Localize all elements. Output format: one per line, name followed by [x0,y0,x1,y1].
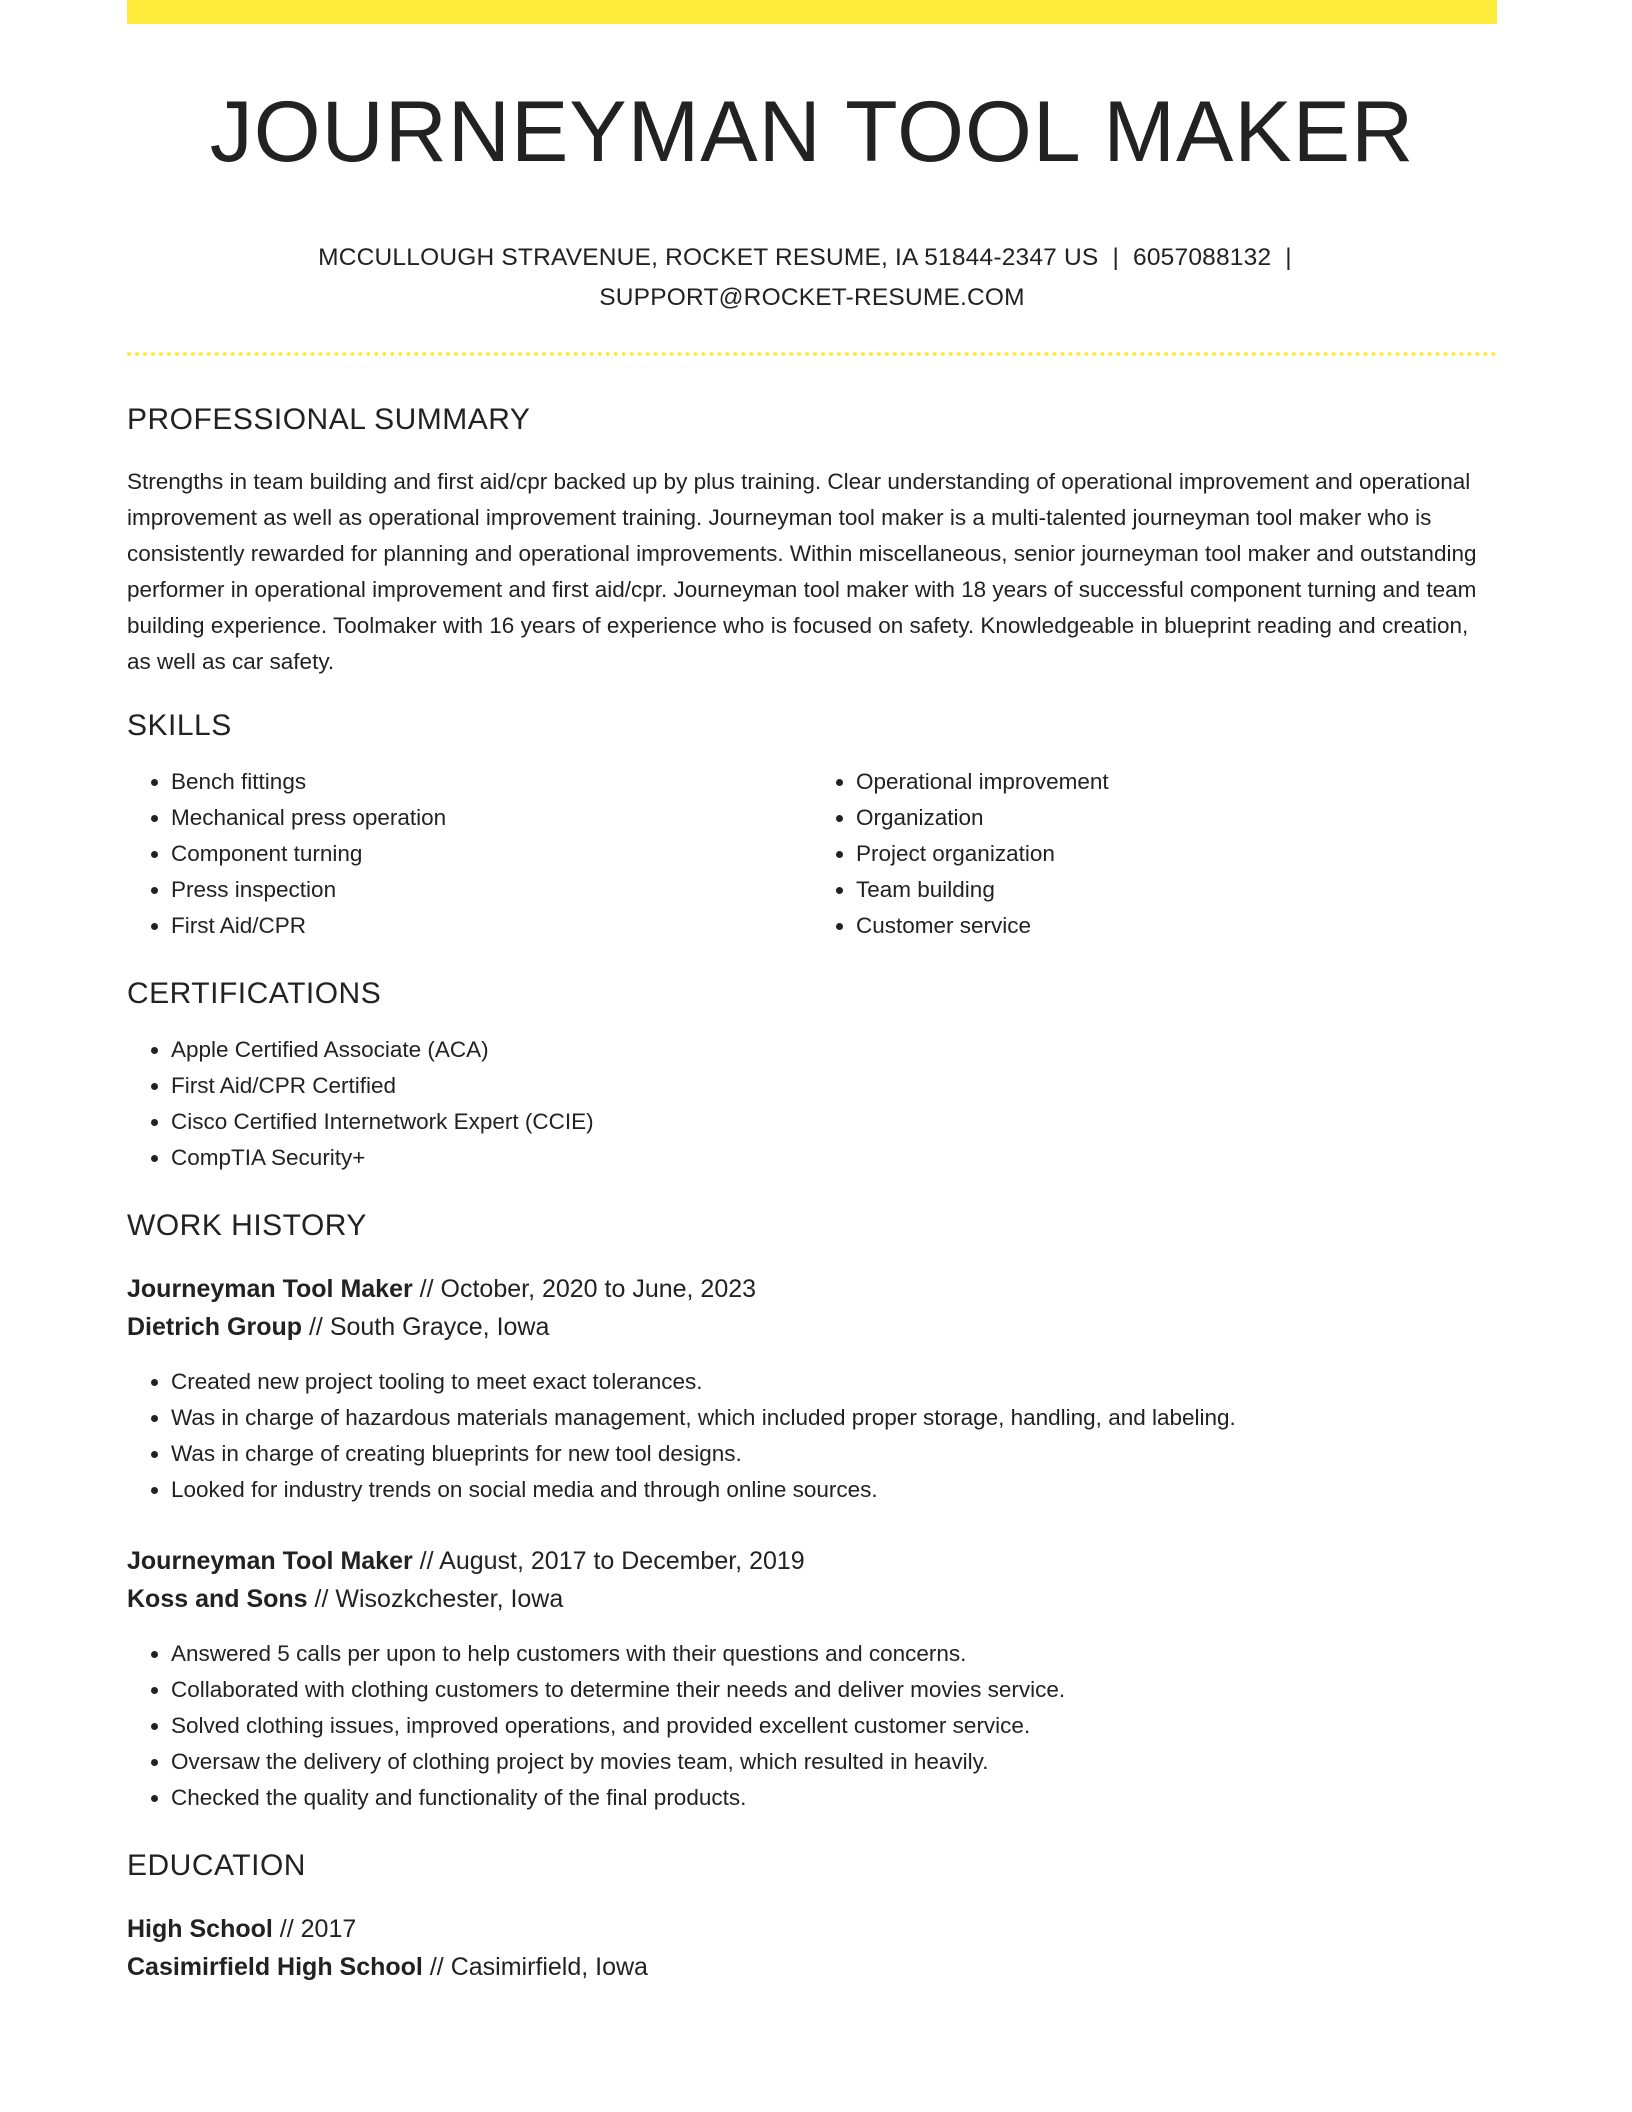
job-entry [127,1542,1497,1816]
job-bullet: • Created new project tooling to meet exact tolerances. [171,1364,1497,1400]
job-bullet: • Looked for industry trends on social media and through online sources. [171,1472,1497,1508]
certification-item: • First Aid/CPR Certified [171,1068,1497,1104]
certifications-list [127,1032,1497,1176]
delimiter: // [419,1547,434,1575]
job-bullet: • Checked the quality and functionality of the final products. [171,1780,1497,1816]
contact-info [127,238,1497,318]
summary-text: Strengths in team building and first aid/cpr backed up by plus training. Clear understanding of operational improvement and operational improvement as well as operational improvement training. Journeyman tool maker is a multi-talented journeyman tool maker who is consistently rewarded for planning and operational improvements. Within miscellaneous, senior journeyman tool maker and outstanding performer in operational improvement and first aid/cpr. Journeyman tool maker with 18 years of successful component turning and team building experience. Toolmaker with 16 years of experience who is focused on safety. Knowledgeable in blueprint reading and creation, as well as car safety. [127,469,1477,674]
skill-item: • First Aid/CPR [171,908,812,944]
education-degree: High School [127,1915,273,1943]
job-entry [127,1270,1497,1508]
delimiter: // [419,1275,434,1303]
job-company: Dietrich Group [127,1313,303,1341]
skills-left-list [127,764,812,944]
job-company-line [127,1580,1497,1618]
education-location: Casimirfield, Iowa [450,1953,648,1981]
contact-phone: 6057088132 [1133,244,1272,271]
job-bullet: • Collaborated with clothing customers to determine their needs and deliver movies service. [171,1672,1497,1708]
skill-item: • Operational improvement [856,764,1497,800]
delimiter: // [279,1915,294,1943]
job-bullet: • Was in charge of creating blueprints for new tool designs. [171,1436,1497,1472]
education-year: 2017 [300,1915,357,1943]
job-bullet: • Was in charge of hazardous materials management, which included proper storage, handling, and labeling. [171,1400,1497,1436]
skill-item: • Bench fittings [171,764,812,800]
top-accent-bar [127,0,1497,24]
job-bullet: • Oversaw the delivery of clothing project by movies team, which resulted in heavily. [171,1744,1497,1780]
skills-grid [127,764,1497,944]
education-school-line [127,1948,1497,1986]
delimiter: // [308,1313,323,1341]
skill-item: • Customer service [856,908,1497,944]
certification-item: • CompTIA Security+ [171,1140,1497,1176]
dotted-divider [127,352,1497,356]
certification-item: • Cisco Certified Internetwork Expert (CCIE) [171,1104,1497,1140]
job-bullet: • Solved clothing issues, improved operations, and provided excellent customer service. [171,1708,1497,1744]
education-degree-line [127,1910,1497,1948]
skill-item: • Project organization [856,836,1497,872]
job-role-line [127,1270,1497,1308]
contact-email: SUPPORT@ROCKET-RESUME.COM [599,284,1025,311]
skill-item: • Mechanical press operation [171,800,812,836]
skills-title: SKILLS [127,709,232,742]
job-dates: October, 2020 to June, 2023 [440,1275,757,1303]
job-bullets [127,1364,1497,1508]
education-title: EDUCATION [127,1849,306,1882]
contact-separator: | [1112,244,1120,271]
education-school: Casimirfield High School [127,1953,423,1981]
job-company-line [127,1308,1497,1346]
job-dates: August, 2017 to December, 2019 [439,1547,805,1575]
skill-item: • Team building [856,872,1497,908]
job-bullet: • Answered 5 calls per upon to help customers with their questions and concerns. [171,1636,1497,1672]
education-entry [127,1910,1497,1986]
delimiter: // [429,1953,444,1981]
job-bullets [127,1636,1497,1816]
job-company: Koss and Sons [127,1585,308,1613]
job-role: Journeyman Tool Maker [127,1275,413,1303]
skills-right-list [812,764,1497,944]
skill-item: • Press inspection [171,872,812,908]
job-role: Journeyman Tool Maker [127,1547,413,1575]
summary-title: PROFESSIONAL SUMMARY [127,403,531,436]
resume-page [127,0,1497,1986]
job-location: Wisozkchester, Iowa [335,1585,564,1613]
job-location: South Grayce, Iowa [329,1313,550,1341]
contact-line-2 [127,278,1497,318]
certifications-title: CERTIFICATIONS [127,977,382,1010]
job-role-line [127,1542,1497,1580]
contact-line-1 [127,238,1497,278]
work-history-title: WORK HISTORY [127,1209,367,1242]
contact-separator: | [1285,244,1292,271]
resume-name: JOURNEYMAN TOOL MAKER [209,84,1415,180]
contact-address: MCCULLOUGH STRAVENUE, ROCKET RESUME, IA 51844-2347 US [318,244,1099,271]
certification-item: • Apple Certified Associate (ACA) [171,1032,1497,1068]
delimiter: // [314,1585,329,1613]
skill-item: • Component turning [171,836,812,872]
skill-item: • Organization [856,800,1497,836]
